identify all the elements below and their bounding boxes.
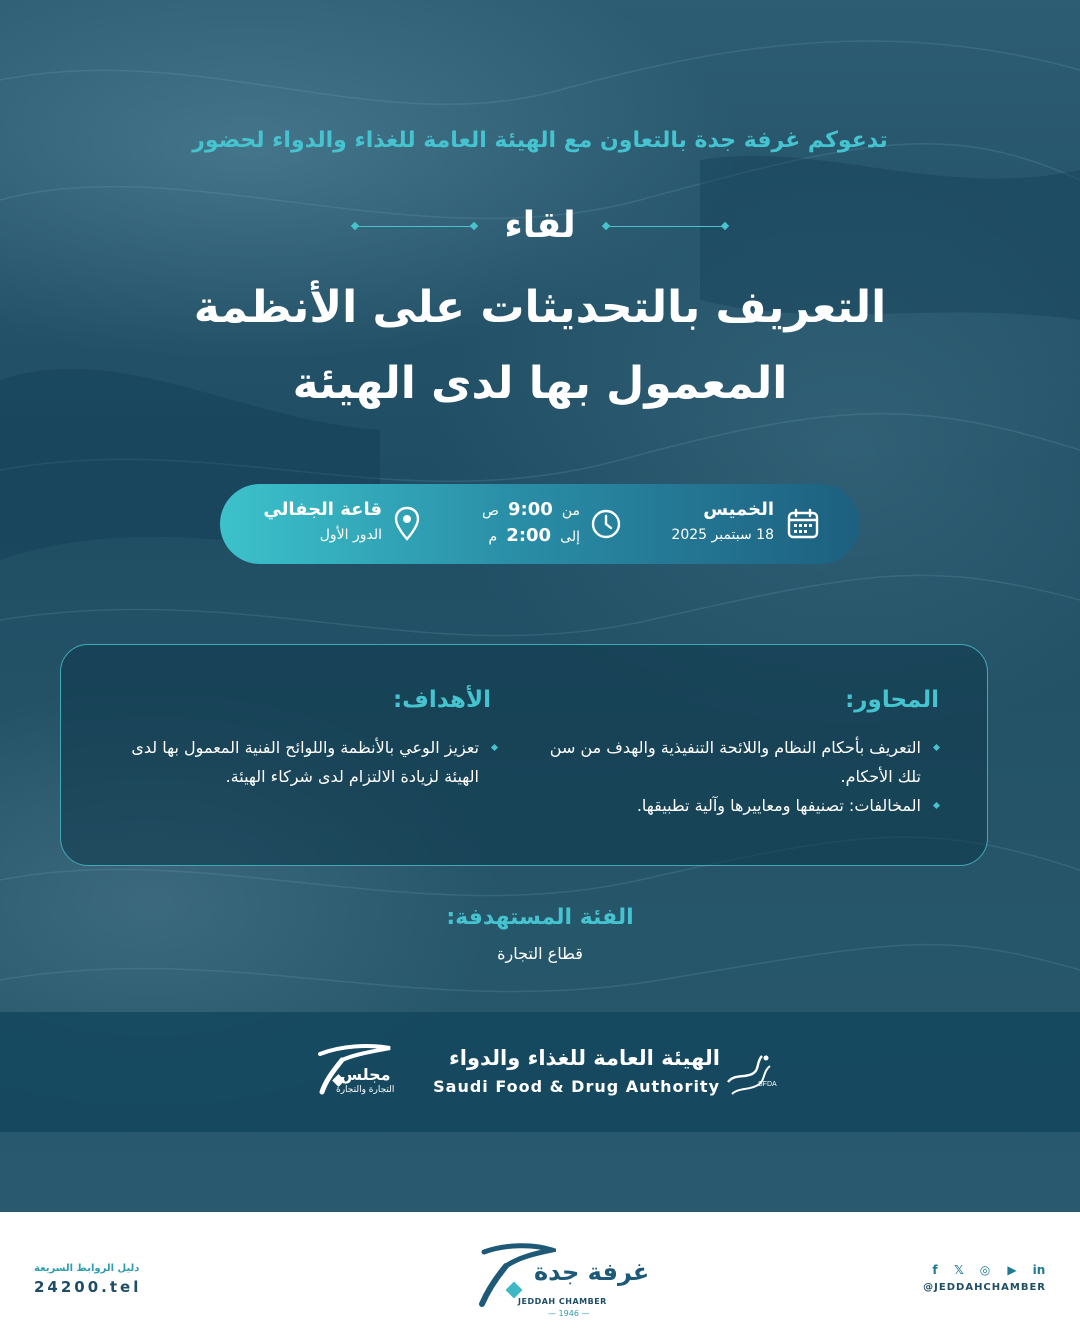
majlis-subtitle: التجارة والتجارة [336, 1085, 395, 1095]
facebook-icon[interactable]: f [932, 1263, 938, 1277]
goals-item: تعزيز الوعي بالأنظمة واللوائح الفنية المعمول بها لدى الهيئة لزيادة الالتزام لدى شركاء الهيئة. [101, 733, 501, 791]
clock-icon [590, 508, 622, 540]
time-from-period: ص [481, 503, 499, 519]
axes-heading: المحاور: [845, 687, 939, 713]
axes-list [543, 733, 943, 820]
title-line-1: التعريف بالتحديثات على الأنظمة [193, 282, 887, 333]
time-from-label: من [561, 503, 580, 519]
chamber-founded-year: — 1946 — [548, 1309, 590, 1318]
title-line-2: المعمول بها لدى الهيئة [292, 358, 788, 409]
quick-links-phone[interactable]: 24200.tel [34, 1278, 142, 1296]
instagram-icon[interactable]: ◎ [979, 1263, 991, 1277]
event-details-bar [220, 484, 860, 564]
sfda-mark: SFDA [758, 1081, 777, 1088]
social-handle[interactable]: @JEDDAHCHAMBER [923, 1282, 1046, 1293]
date-block [660, 484, 774, 564]
venue-floor: الدور الأول [319, 527, 382, 543]
goals-list [101, 733, 501, 791]
x-twitter-icon[interactable]: 𝕏 [954, 1263, 964, 1277]
venue-name: قاعة الجفالي [263, 499, 382, 520]
axes-item: المخالفات: تصنيفها ومعاييرها وآلية تطبيقها. [543, 791, 943, 820]
chamber-name-ar: غرفة جدة [534, 1258, 650, 1286]
time-block [476, 484, 580, 564]
goals-heading: الأهداف: [392, 687, 491, 713]
time-from-row [482, 499, 580, 520]
time-to-label: إلى [560, 529, 580, 545]
linkedin-icon[interactable]: in [1032, 1263, 1046, 1277]
time-from-value: 9:00 [507, 499, 553, 520]
event-day: الخميس [703, 499, 774, 520]
majlis-name: مجلس [340, 1065, 391, 1084]
time-to-period: م [488, 529, 498, 545]
sfda-logo-icon [722, 1048, 782, 1100]
target-heading: الفئة المستهدفة: [446, 905, 634, 930]
axes-item: التعريف بأحكام النظام واللائحة التنفيذية والهدف من سن تلك الأحكام. [543, 733, 943, 791]
chamber-name-en: JEDDAH CHAMBER [518, 1297, 607, 1306]
sfda-name-ar: الهيئة العامة للغذاء والدواء [449, 1046, 720, 1070]
venue-block [264, 484, 382, 564]
time-to-value: 2:00 [506, 525, 552, 546]
location-pin-icon [394, 506, 420, 542]
event-type: لقاء [504, 205, 576, 246]
target-value: قطاع التجارة [497, 944, 583, 963]
time-to-row [489, 525, 580, 546]
calendar-icon [787, 508, 819, 540]
quick-links-label: دليل الروابط السريعة [34, 1263, 140, 1274]
event-type-row [0, 205, 1080, 250]
partners-band [0, 1012, 1080, 1132]
event-date: 18 سبتمبر 2025 [671, 527, 774, 543]
sfda-name-en: Saudi Food & Drug Authority [433, 1077, 720, 1096]
content-panel [60, 644, 988, 866]
youtube-icon[interactable]: ▶ [1007, 1263, 1017, 1277]
invitation-line: تدعوكم غرفة جدة بالتعاون مع الهيئة العامة للغذاء والدواء لحضور [192, 128, 888, 153]
